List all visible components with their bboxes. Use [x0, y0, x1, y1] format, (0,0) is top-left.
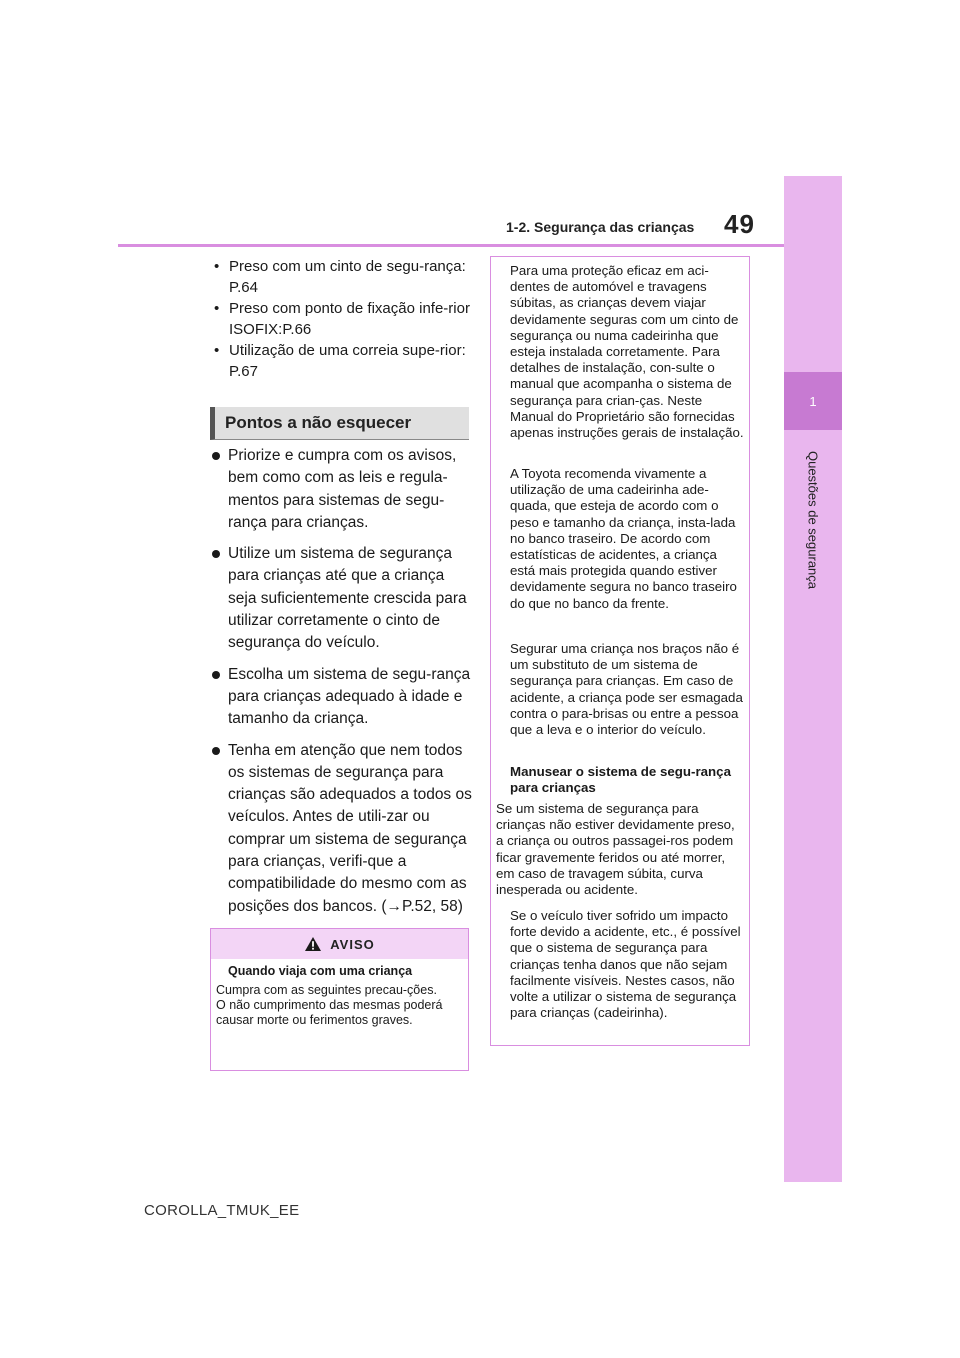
- aviso-subtitle: Quando viaja com uma criança: [228, 964, 413, 978]
- bullet-dot-icon: [212, 550, 220, 558]
- pontos-item-text: Utilize um sistema de segurança para crianças até que a criança seja suficientemente crescida para utilizar corretamente o cinto de segurança do veículo.: [228, 545, 467, 652]
- pontos-item: [210, 445, 472, 534]
- note-heading: Manusear o sistema de segu-rança para crianças: [510, 764, 731, 796]
- aviso-title: AVISO: [330, 936, 375, 952]
- aviso-line: Cumpra com as seguintes precau-ções.: [216, 983, 437, 997]
- pontos-section-header: [210, 407, 469, 440]
- section-title: 1-2. Segurança das crianças: [506, 219, 695, 235]
- note-paragraph: Segurar uma criança nos braços não é um substituto de um sistema de segurança para crianças. Em caso de acidente, a criança pode ser esmagada contra o para-brisas ou entre a pessoa que a leva e o interior do veículo.: [510, 641, 743, 738]
- page-number: 49: [724, 209, 755, 239]
- chapter-label: Questões de segurança: [805, 450, 821, 590]
- chapter-number-box: [784, 372, 842, 430]
- chapter-number: 1: [809, 393, 817, 409]
- pontos-item-text: Tenha em atenção que nem todos os sistemas de segurança para crianças são adequados a todos os veículos. Antes de utili-zar ou comprar um sistema de segurança para crianças, verifi-que a compatibilidade do mesmo com as posições dos bancos. (→P.52, 58): [228, 741, 472, 915]
- bullet-dot-icon: [212, 452, 220, 460]
- bullet-dot-icon: [212, 747, 220, 755]
- pontos-item: [210, 543, 472, 654]
- pontos-item: [210, 740, 472, 918]
- sub-bullet-list: [210, 256, 472, 382]
- sub-bullet-item: • Preso com ponto de fixação infe-rior ISOFIX:P.66: [210, 298, 472, 340]
- header-rule: [118, 244, 784, 247]
- document-code: COROLLA_TMUK_EE: [144, 1202, 300, 1219]
- pontos-list: [210, 445, 472, 927]
- sub-bullet-item: • Utilização de uma correia supe-rior: P.67: [210, 340, 472, 382]
- sub-bullet-item: • Preso com um cinto de segu-rança: P.64: [210, 256, 472, 298]
- note-box: [490, 256, 750, 1046]
- note-paragraph: A Toyota recomenda vivamente a utilização de uma cadeirinha ade-quada, que esteja de acordo com o peso e tamanho da criança, insta-lada no banco traseiro. De acordo com estatísticas de acidentes, a criança está mais protegida quando estiver devidamente segura no banco traseiro do que no banco da frente.: [510, 466, 737, 611]
- chapter-side-tab: [784, 176, 842, 1182]
- pontos-title: Pontos a não esquecer: [225, 413, 412, 432]
- aviso-box: [210, 928, 469, 1071]
- pontos-item-text: Escolha um sistema de segu-rança para crianças adequado à idade e tamanho da criança.: [228, 665, 471, 728]
- note-paragraph: Para uma proteção eficaz em aci-dentes de automóvel e travagens súbitas, as crianças devem viajar devidamente seguras com um cinto de segurança ou numa cadeirinha que esteja instalada corretamente. Para detalhes de instalação, con-sulte o manual que acompanha o sistema de segurança para crian-ças. Neste Manual do Proprietário são fornecidas apenas instruções gerais de instalação.: [510, 263, 744, 441]
- note-paragraph: Se o veículo tiver sofrido um impacto forte devido a acidente, etc., é possível que o sistema de segurança para crianças tenha danos que não sejam facilmente visíveis. Nestes casos, não volte a utilizar o sistema de segurança para crianças (cadeirinha).: [510, 908, 741, 1021]
- aviso-header: [211, 929, 468, 959]
- aviso-text: [216, 983, 458, 1028]
- pontos-item: [210, 664, 472, 731]
- warning-triangle-icon: [304, 936, 322, 952]
- aviso-line: O não cumprimento das mesmas poderá causar morte ou ferimentos graves.: [216, 998, 443, 1027]
- pontos-item-text: Priorize e cumpra com os avisos, bem como com as leis e regula-mentos para sistemas de segu-rança para crianças.: [228, 447, 457, 531]
- note-paragraph: Se um sistema de segurança para crianças não estiver devidamente preso, a criança ou outros passagei-ros podem ficar gravemente feridos ou até morrer, em caso de travagem súbita, curva inesperada ou acidente.: [496, 801, 735, 898]
- bullet-dot-icon: [212, 671, 220, 679]
